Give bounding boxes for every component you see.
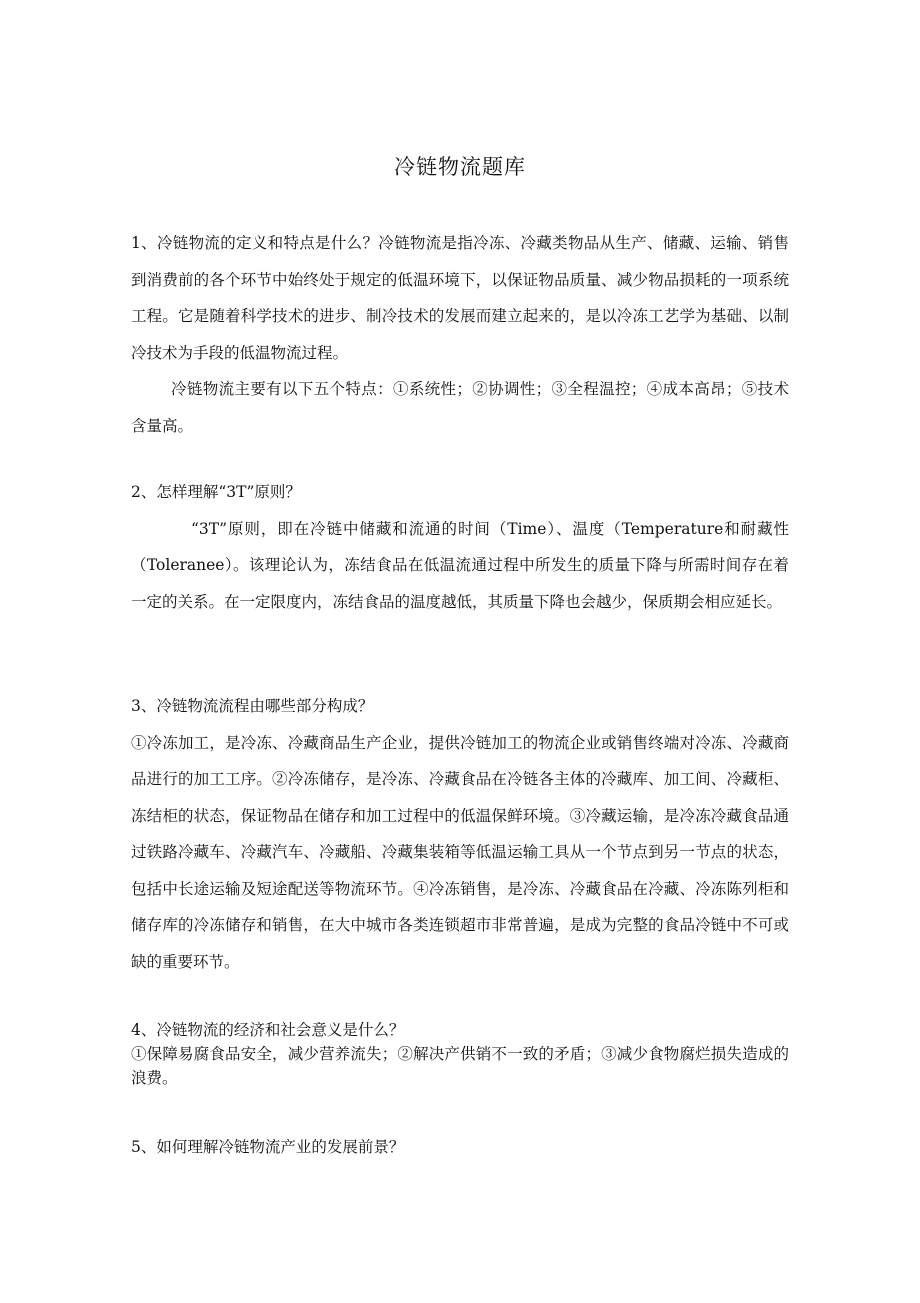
question-4-section — [131, 1018, 789, 1090]
question-1-answer: 1、冷链物流的定义和特点是什么？冷链物流是指冷冻、冷藏类物品从生产、储藏、运输、销售到消费前的各个环节中始终处于规定的低温环境下，以保证物品质量、减少物品损耗的一项系统工程。它是随着科学技术的进步、制冷技术的发展而建立起来的，是以冷冻工艺学为基础、以制冷技术为手段的低温物流过程。 — [131, 234, 789, 362]
question-2-answer: “3T”原则，即在冷链中储藏和流通的时间（Time）、温度（Temperature和耐藏性（Toleranee）。该理论认为，冻结食品在低温流通过程中所发生的质量下降与所需时间存在着一定的关系。在一定限度内，冻结食品的温度越低，其质量下降也会越少，保质期会相应延长。 — [131, 519, 789, 611]
question-2-section — [131, 474, 789, 620]
question-3-answer: ①冷冻加工，是冷冻、冷藏商品生产企业，提供冷链加工的物流企业或销售终端对冷冻、冷藏商品进行的加工工序。②冷冻储存，是冷冻、冷藏食品在冷链各主体的冷藏库、加工间、冷藏柜、冻结柜的状态，保证物品在储存和加工过程中的低温保鲜环境。③冷藏运输，是冷冻冷藏食品通过铁路冷藏车、冷藏汽车、冷藏船、冷藏集装箱等低温运输工具从一个节点到另一节点的状态，包括中长途运输及短途配送等物流环节。④冷冻销售，是冷冻、冷藏食品在冷藏、冷冻陈列柜和储存库的冷冻储存和销售，在大中城市各类连锁超市非常普遍，是成为完整的食品冷链中不可或缺的重要环节。 — [131, 733, 789, 971]
question-5-heading: 5、如何理解冷链物流产业的发展前景？ — [131, 1138, 405, 1156]
question-1-section — [131, 225, 789, 444]
question-1-features: 冷链物流主要有以下五个特点：①系统性；②协调性；③全程温控；④成本高昂；⑤技术含量高。 — [131, 380, 789, 435]
question-4-answer: ①保障易腐食品安全，减少营养流失；②解决产供销不一致的矛盾；③减少食物腐烂损失造成的浪费。 — [131, 1045, 789, 1087]
question-5-section — [131, 1129, 789, 1166]
question-2-heading: 2、怎样理解“3T”原则？ — [131, 483, 301, 501]
question-3-heading: 3、冷链物流流程由哪些部分构成？ — [131, 697, 374, 715]
question-4-heading: 4、冷链物流的经济和社会意义是什么？ — [131, 1021, 405, 1039]
question-3-section — [131, 688, 789, 980]
document-title: 冷链物流题库 — [394, 155, 526, 179]
